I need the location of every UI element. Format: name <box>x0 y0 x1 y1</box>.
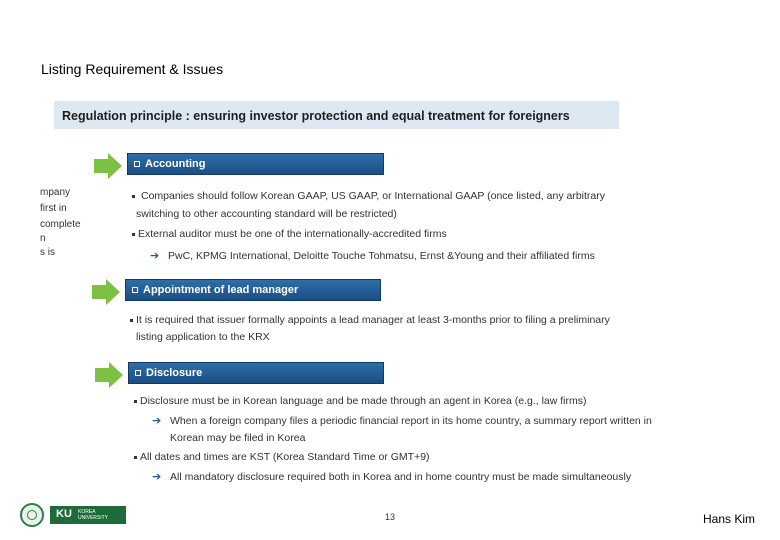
section-header-accounting <box>127 153 384 175</box>
green-arrow-icon <box>92 279 120 305</box>
bullet-icon <box>132 195 135 198</box>
section-header-label: Accounting <box>145 158 206 170</box>
bullet-icon <box>134 400 137 403</box>
bullet-text-cont: switching to other accounting standard will be restricted) <box>136 208 397 220</box>
left-fragment: first in <box>40 203 67 214</box>
sub-bullet-text: All mandatory disclosure required both in Korea and in home country must be made simultaneously <box>170 471 632 483</box>
section-header-lead-manager <box>125 279 381 301</box>
left-fragment: complete <box>40 219 81 230</box>
sub-bullet-text-cont: Korean may be filed in Korea <box>170 432 306 444</box>
bullet-icon <box>130 319 133 322</box>
bullet-text-cont: listing application to the KRX <box>136 331 270 343</box>
slide-title: Listing Requirement & Issues <box>41 61 224 77</box>
bullet-text: All dates and times are KST (Korea Standard Time or GMT+9) <box>140 451 430 463</box>
section-header-disclosure <box>128 362 384 384</box>
checkbox-square-icon <box>134 161 140 167</box>
checkbox-square-icon <box>135 370 141 376</box>
bullet-text: External auditor must be one of the internationally-accredited firms <box>138 228 447 240</box>
sub-bullet-text: When a foreign company files a periodic financial report in its home country, a summary report written in <box>170 415 652 427</box>
checkbox-square-icon <box>132 287 138 293</box>
arrow-right-icon: ➔ <box>152 415 162 427</box>
bullet-text: Companies should follow Korean GAAP, US GAAP, or International GAAP (once listed, any arbitrary <box>141 190 605 202</box>
bullet-text: It is required that issuer formally appoints a lead manager at least 3-months prior to filing a preliminary <box>136 314 610 326</box>
university-seal-icon <box>20 503 44 527</box>
arrow-right-icon: ➔ <box>150 250 160 262</box>
bullet-icon <box>132 233 135 236</box>
bullet-text: Disclosure must be in Korean language and be made through an agent in Korea (e.g., law firms) <box>140 395 587 407</box>
left-fragment: n <box>40 233 46 244</box>
banner-text: Regulation principle : ensuring investor protection and equal treatment for foreigners <box>62 109 570 123</box>
green-arrow-icon <box>95 362 123 388</box>
principle-banner <box>54 101 619 129</box>
section-header-label: Disclosure <box>146 367 203 379</box>
bullet-icon <box>134 456 137 459</box>
left-fragment: s is <box>40 247 55 258</box>
section-header-label: Appointment of lead manager <box>143 284 299 296</box>
left-fragment: mpany <box>40 187 71 198</box>
green-arrow-icon <box>94 153 122 179</box>
arrow-right-icon: ➔ <box>152 471 162 483</box>
page-number: 13 <box>385 512 396 522</box>
author-name: Hans Kim <box>703 512 756 526</box>
ku-wordmark: KU KOREA UNIVERSITY <box>50 506 126 524</box>
sub-bullet-text: PwC, KPMG International, Deloitte Touche Tohmatsu, Ernst &Young and their affiliated firms <box>168 250 595 262</box>
